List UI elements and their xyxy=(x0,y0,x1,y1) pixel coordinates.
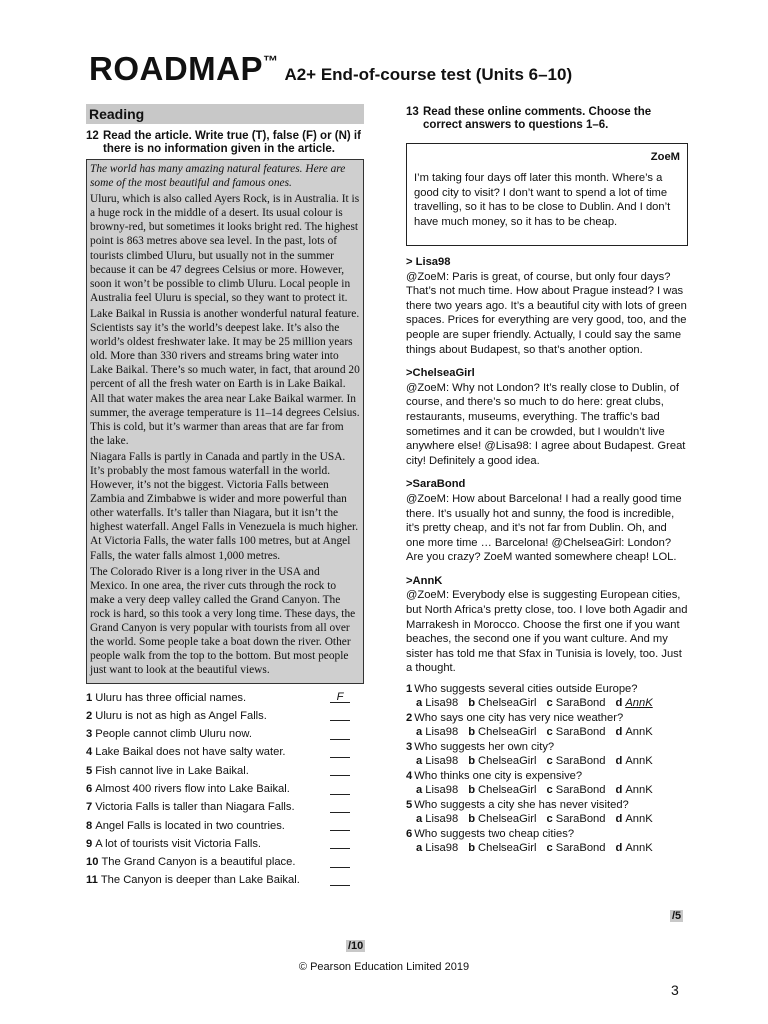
comment-username: > Lisa98 xyxy=(406,256,451,268)
mc-options xyxy=(406,783,688,798)
tf-question-row xyxy=(86,707,364,725)
option-a[interactable] xyxy=(416,812,458,827)
post-text: I’m taking four days off later this month. Where’s a good city to visit? I don’t want to spend a lot of time travelling, so it has to be close to Dublin. And I don’t have much money, so it has to be cheap. xyxy=(414,171,671,229)
option-letter: d xyxy=(615,784,623,797)
option-d[interactable] xyxy=(616,841,653,856)
question-number: 11 xyxy=(86,874,98,887)
tf-question-row xyxy=(86,762,364,780)
question-number: 6 xyxy=(406,828,413,841)
option-d[interactable] xyxy=(616,783,653,798)
article-paragraph-baikal: Lake Baikal in Russia is another wonderful natural feature. Scientists say it’s the world’s deepest lake. It’s also the world’s oldest freshwater lake. It may be 25 million years old. More than 330 rivers and streams bring water into Lake Baikal. There’s so much water, in fact, that around 20 percent of all the fresh water on Earth is in Lake Baikal. All that water makes the area near Lake Baikal warmer. In summer, the average temperature is 11–14 degrees Celsius. This is cold, but it’s warmer than areas that are far from the lake. xyxy=(90,307,360,447)
mc-question-line xyxy=(406,740,688,754)
question-text: Who suggests a city she has never visited? xyxy=(414,799,629,812)
option-c[interactable] xyxy=(547,812,606,827)
question-text: Who suggests several cities outside Europe? xyxy=(414,683,638,696)
option-b[interactable] xyxy=(468,754,536,769)
trademark-symbol: ™ xyxy=(263,53,278,70)
option-c[interactable] xyxy=(547,783,606,798)
comment-text: @ZoeM: How about Barcelona! I had a really good time there. It’s usually hot and sunny, the food is incredible, it’s pretty cheap, and it’s not far from Dublin. Oh, and one more time … Barcelona! @ChelseaGirl: London? Are you crazy? ZoeM wanted somewhere cheap! LOL. xyxy=(406,492,682,564)
mc-question xyxy=(406,798,688,827)
answer-blank[interactable] xyxy=(330,729,350,740)
option-name: Lisa98 xyxy=(425,784,459,797)
page-header xyxy=(89,50,572,88)
mc-question xyxy=(406,740,688,769)
copyright-footer: © Pearson Education Limited 2019 xyxy=(298,961,470,973)
question-text: Fish cannot live in Lake Baikal. xyxy=(95,764,249,777)
tf-question-row xyxy=(86,743,364,761)
option-name: Lisa98 xyxy=(425,813,459,826)
option-a[interactable] xyxy=(416,696,458,711)
question-number: 8 xyxy=(86,819,93,832)
option-name: ChelseaGirl xyxy=(478,697,537,710)
mc-question-line xyxy=(406,711,688,725)
option-letter: d xyxy=(615,755,623,768)
question-number: 6 xyxy=(86,783,93,795)
answer-blank[interactable] xyxy=(330,857,350,868)
brand-title: ROADMAP xyxy=(89,50,263,87)
reading-column xyxy=(86,104,364,890)
option-a[interactable] xyxy=(416,841,458,856)
tf-question-row xyxy=(86,780,364,798)
option-name: Lisa98 xyxy=(425,726,459,739)
comments-score: /5 xyxy=(672,910,682,922)
reading-article xyxy=(86,159,364,684)
tf-question-row xyxy=(86,853,364,871)
true-false-questions xyxy=(86,688,364,889)
question-text: Who says one city has very nice weather? xyxy=(414,712,624,725)
option-name: ChelseaGirl xyxy=(478,842,537,855)
question-text: Who thinks one city is expensive? xyxy=(414,770,583,783)
option-name: ChelseaGirl xyxy=(478,726,537,739)
question-number: 4 xyxy=(86,746,93,759)
option-letter: b xyxy=(468,697,476,710)
instruction-text: Read these online comments. Choose the correct answers to questions 1–6. xyxy=(423,106,652,131)
option-letter: c xyxy=(546,784,553,797)
option-c[interactable] xyxy=(547,696,606,711)
question-number: 1 xyxy=(406,683,413,696)
exercise-number: 12 xyxy=(86,130,99,142)
option-name: AnnK xyxy=(625,813,653,826)
option-a[interactable] xyxy=(416,754,458,769)
option-letter: d xyxy=(615,726,623,739)
answer-blank[interactable] xyxy=(330,765,350,776)
option-b[interactable] xyxy=(468,725,536,740)
mc-question xyxy=(406,827,688,856)
question-text: Uluru is not as high as Angel Falls. xyxy=(95,709,267,722)
comment-list xyxy=(406,255,688,676)
option-b[interactable] xyxy=(468,812,536,827)
option-name: SaraBond xyxy=(555,813,606,826)
answer-blank[interactable] xyxy=(330,710,350,721)
option-letter: a xyxy=(416,813,423,826)
question-number: 10 xyxy=(86,856,99,869)
question-text: Lake Baikal does not have salty water. xyxy=(95,746,286,759)
option-letter: a xyxy=(416,726,423,739)
mc-options xyxy=(406,696,688,711)
section-title-reading: Reading xyxy=(86,104,364,124)
option-d[interactable] xyxy=(616,725,653,740)
comment-text: @ZoeM: Why not London? It’s really close to Dublin, of course, and there’s so much to do here: great clubs, restaurants, museums, everything. The traffic’s bad sometimes and it can be crowded, but I wouldn’t live anywhere else! @Lisa98: I agree about Budapest. Great city! Definitely a good idea. xyxy=(406,381,686,467)
mc-question-line xyxy=(406,769,688,783)
article-intro: The world has many amazing natural features. Here are some of the most beautiful and famous ones. xyxy=(90,163,346,190)
option-d[interactable] xyxy=(616,696,653,711)
tf-question-row xyxy=(86,725,364,743)
option-letter: b xyxy=(468,755,476,768)
option-d[interactable] xyxy=(616,812,653,827)
option-name: Lisa98 xyxy=(425,755,459,768)
question-number: 3 xyxy=(86,728,93,741)
question-number: 2 xyxy=(86,709,93,722)
mc-options xyxy=(406,812,688,827)
option-letter: a xyxy=(416,842,423,855)
comment-item xyxy=(406,574,688,676)
mc-options xyxy=(406,754,688,769)
mc-options xyxy=(406,841,688,856)
option-name: AnnK xyxy=(625,842,653,855)
option-c[interactable] xyxy=(547,841,606,856)
test-subtitle: A2+ End-of-course test (Units 6–10) xyxy=(284,65,573,84)
option-letter: b xyxy=(468,784,476,797)
mc-options xyxy=(406,725,688,740)
question-number: 4 xyxy=(406,770,413,783)
option-d[interactable] xyxy=(616,754,653,769)
option-name: AnnK xyxy=(625,697,653,710)
question-number: 7 xyxy=(86,801,93,814)
post-author: ZoeM xyxy=(650,151,680,163)
option-a[interactable] xyxy=(416,725,458,740)
option-name: SaraBond xyxy=(555,784,606,797)
exercise-12-instruction xyxy=(86,130,364,156)
mc-question-line xyxy=(406,798,688,812)
option-c[interactable] xyxy=(547,754,606,769)
question-text: Victoria Falls is taller than Niagara Falls. xyxy=(95,801,295,814)
comment-username: >ChelseaGirl xyxy=(406,367,475,380)
article-paragraph-uluru: Uluru, which is also called Ayers Rock, is in Australia. It is a huge rock in the middle of a desert. Its usual colour is browny-red, but sometimes it looks bright red. The highest point is 863 metres above sea level. In the past, lots of tourists climbed Uluru, but usually not in the summer because it can be 47 degrees Celsius or more. However, soon it won’t be possible to climb Uluru. Local people in Australia feel Uluru is special, so they want to protect it. xyxy=(90,193,360,304)
page-number: 3 xyxy=(671,982,679,998)
answer-blank[interactable]: F xyxy=(330,692,350,703)
option-name: AnnK xyxy=(625,784,653,797)
answer-blank[interactable] xyxy=(330,838,350,849)
option-letter: d xyxy=(615,697,623,710)
answer-blank[interactable] xyxy=(330,784,350,795)
tf-question-row xyxy=(86,688,364,706)
question-text: The Grand Canyon is a beautiful place. xyxy=(101,856,296,869)
option-letter: d xyxy=(615,813,623,826)
comment-text: @ZoeM: Paris is great, of course, but only four days? That’s not much time. How about Prague instead? I was there two years ago. It’s a beautiful city with lots of green spaces. Prices for everything are very good, too, and the people are super friendly. Actually, I could say the same things about Budapest, so that’s another option. xyxy=(406,270,687,356)
answer-blank[interactable] xyxy=(330,747,350,758)
answer-blank[interactable] xyxy=(330,802,350,813)
original-post-box xyxy=(406,143,688,246)
multiple-choice-questions xyxy=(406,682,688,856)
option-b[interactable] xyxy=(468,696,536,711)
option-name: SaraBond xyxy=(555,697,606,710)
option-letter: b xyxy=(468,726,476,739)
mc-question xyxy=(406,711,688,740)
question-number: 9 xyxy=(86,837,93,850)
question-text: A lot of tourists visit Victoria Falls. xyxy=(95,837,262,850)
question-text: The Canyon is deeper than Lake Baikal. xyxy=(100,874,300,887)
question-number: 1 xyxy=(86,691,93,704)
question-number: 3 xyxy=(406,741,413,754)
option-letter: c xyxy=(546,726,553,739)
option-name: Lisa98 xyxy=(425,842,459,855)
question-text: Who suggests two cheap cities? xyxy=(414,828,575,841)
reading-score: /10 xyxy=(348,940,364,952)
option-letter: c xyxy=(546,697,553,710)
article-paragraph-colorado: The Colorado River is a long river in the USA and Mexico. In one area, the river cuts through the rock to make a very deep valley called the Grand Canyon. The rock is hard, so this took a very long time. These days, the Grand Canyon is very popular with tourists from all over the world. Some people take a boat down the river. Other people walk from the top to the bottom. But most people just want to look at the beautiful views. xyxy=(90,565,356,677)
option-letter: c xyxy=(546,842,553,855)
option-letter: b xyxy=(468,813,476,826)
mc-question-line xyxy=(406,827,688,841)
comment-item xyxy=(406,477,688,565)
comments-column xyxy=(406,106,688,856)
question-text: Almost 400 rivers flow into Lake Baikal. xyxy=(95,783,290,795)
comment-text: @ZoeM: Everybody else is suggesting European cities, but North Africa’s pretty close, too. I love both Agadir and Marrakesh in Morocco. Choose the first one if you want beaches, the second one if you want culture. And my sister has told me that Sfax in Tunisia is lovely, too. Just a thought. xyxy=(406,589,688,675)
option-name: SaraBond xyxy=(555,842,606,855)
question-number: 2 xyxy=(406,712,413,725)
comment-item xyxy=(406,255,688,357)
question-text: Uluru has three official names. xyxy=(95,691,247,704)
option-letter: d xyxy=(615,842,623,855)
article-paragraph-niagara: Niagara Falls is partly in Canada and partly in the USA. It’s probably the most famous waterfall in the world. However, it’s not the biggest. Victoria Falls between Zambia and Zimbabwe is wider and more powerful than other waterfalls. It’s taller than Niagara, but it isn’t the highest waterfall. Angel Falls in Venezuela is much higher. At Victoria Falls, the water falls 100 metres, but at Angel Falls, the water falls almost 1,000 metres. xyxy=(90,450,359,562)
tf-question-row xyxy=(86,871,364,889)
mc-question xyxy=(406,682,688,711)
option-name: SaraBond xyxy=(555,726,606,739)
tf-question-row xyxy=(86,798,364,816)
option-name: ChelseaGirl xyxy=(478,784,537,797)
mc-question-line xyxy=(406,682,688,696)
comment-username: >AnnK xyxy=(406,574,443,587)
option-letter: c xyxy=(546,755,553,768)
question-number: 5 xyxy=(86,764,93,777)
option-name: AnnK xyxy=(625,726,653,739)
instruction-text: Read the article. Write true (T), false (F) or (N) if there is no information given in the article. xyxy=(103,130,361,155)
option-letter: b xyxy=(468,842,476,855)
question-text: People cannot climb Uluru now. xyxy=(95,728,252,741)
option-c[interactable] xyxy=(547,725,606,740)
exercise-13-instruction xyxy=(406,106,688,132)
option-letter: c xyxy=(546,813,553,826)
question-text: Angel Falls is located in two countries. xyxy=(95,819,285,832)
option-name: ChelseaGirl xyxy=(478,755,537,768)
comment-item xyxy=(406,366,688,468)
tf-question-row xyxy=(86,835,364,853)
option-letter: a xyxy=(416,755,423,768)
option-a[interactable] xyxy=(416,783,458,798)
option-b[interactable] xyxy=(468,841,536,856)
tf-question-row xyxy=(86,816,364,834)
option-name: AnnK xyxy=(625,755,653,768)
option-name: SaraBond xyxy=(555,755,606,768)
comment-username: >SaraBond xyxy=(406,478,466,491)
exercise-number: 13 xyxy=(406,106,419,118)
option-name: Lisa98 xyxy=(425,697,459,710)
question-text: Who suggests her own city? xyxy=(414,741,555,754)
question-number: 5 xyxy=(406,799,413,812)
answer-blank[interactable] xyxy=(330,875,350,886)
option-name: ChelseaGirl xyxy=(478,813,537,826)
answer-blank[interactable] xyxy=(330,820,350,831)
option-b[interactable] xyxy=(468,783,536,798)
mc-question xyxy=(406,769,688,798)
option-letter: a xyxy=(416,784,423,797)
option-letter: a xyxy=(416,697,423,710)
